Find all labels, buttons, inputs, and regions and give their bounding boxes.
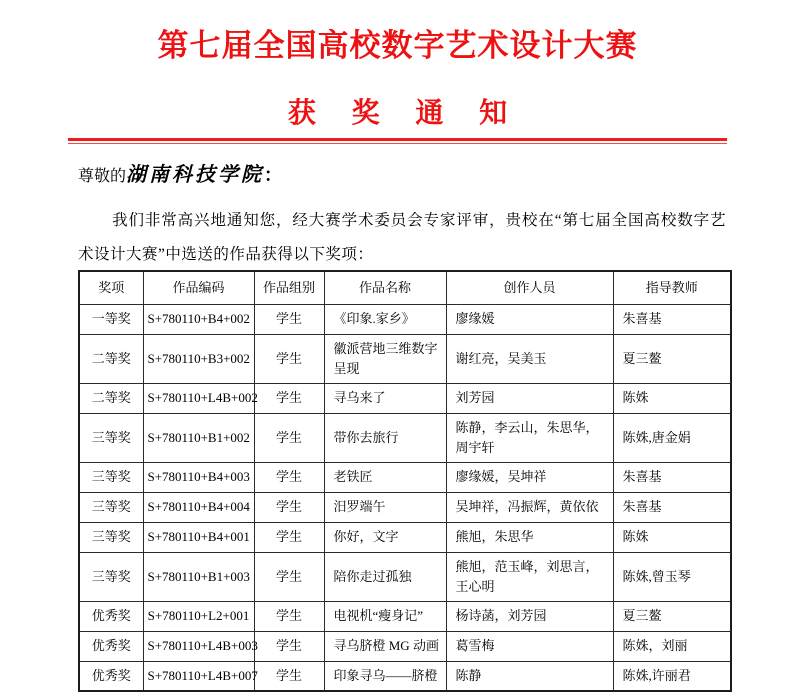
cell-award: 二等奖: [79, 334, 143, 383]
table-row: [79, 601, 731, 631]
cell-group: 学生: [254, 631, 324, 661]
table-row: [79, 304, 731, 334]
header-code: 作品编码: [143, 271, 254, 304]
cell-group: 学生: [254, 413, 324, 462]
cell-title: 你好，文字: [324, 522, 446, 552]
cell-code: S+780110+L4B+002: [143, 383, 254, 413]
cell-creators: 熊旭，范玉峰，刘思言，王心明: [446, 552, 613, 601]
competition-title: 第七届全国高校数字艺术设计大赛: [157, 28, 638, 63]
cell-creators: 吴坤祥，冯振辉，黄依依: [446, 492, 613, 522]
cell-code: S+780110+B3+002: [143, 334, 254, 383]
table-row: [79, 631, 731, 661]
greeting-prefix: 尊敬的: [78, 168, 127, 185]
cell-award: 三等奖: [79, 522, 143, 552]
cell-creators: 杨诗菡，刘芳园: [446, 601, 613, 631]
cell-title: 陪你走过孤独: [324, 552, 446, 601]
awards-table-header: [79, 271, 731, 304]
cell-title: 《印象.家乡》: [324, 304, 446, 334]
header-row: [79, 271, 731, 304]
cell-teacher: 夏三鳌: [613, 334, 731, 383]
cell-creators: 廖缘媛，吴坤祥: [446, 462, 613, 492]
table-row: [79, 492, 731, 522]
notice-title: 获 奖 通 知: [287, 97, 522, 128]
cell-code: S+780110+B4+003: [143, 462, 254, 492]
header-title: 作品名称: [324, 271, 446, 304]
notification-paragraph: 我们非常高兴地通知您，经大赛学术委员会专家评审，贵校在“第七届全国高校数字艺术设计大赛”中选送的作品获得以下奖项：: [78, 212, 726, 263]
cell-award: 优秀奖: [79, 661, 143, 691]
cell-title: 带你去旅行: [324, 413, 446, 462]
cell-code: S+780110+B4+001: [143, 522, 254, 552]
cell-award: 二等奖: [79, 383, 143, 413]
cell-award: 三等奖: [79, 462, 143, 492]
cell-group: 学生: [254, 462, 324, 492]
cell-teacher: 朱喜基: [613, 492, 731, 522]
cell-code: S+780110+L4B+007: [143, 661, 254, 691]
cell-award: 三等奖: [79, 413, 143, 462]
header-creators: 创作人员: [446, 271, 613, 304]
cell-group: 学生: [254, 522, 324, 552]
table-row: [79, 661, 731, 691]
greeting-colon: ：: [264, 165, 283, 185]
cell-code: S+780110+B1+002: [143, 413, 254, 462]
cell-title: 寻乌来了: [324, 383, 446, 413]
cell-code: S+780110+B1+003: [143, 552, 254, 601]
cell-award: 优秀奖: [79, 601, 143, 631]
header-group: 作品组别: [254, 271, 324, 304]
cell-title: 电视机“瘦身记”: [324, 601, 446, 631]
cell-teacher: 陈姝,许丽君: [613, 661, 731, 691]
header-teacher: 指导教师: [613, 271, 731, 304]
table-row: [79, 383, 731, 413]
table-row: [79, 413, 731, 462]
greeting-line: [78, 158, 282, 187]
cell-teacher: 朱喜基: [613, 462, 731, 492]
cell-award: 三等奖: [79, 492, 143, 522]
cell-teacher: 朱喜基: [613, 304, 731, 334]
cell-group: 学生: [254, 304, 324, 334]
cell-award: 一等奖: [79, 304, 143, 334]
cell-title: 汨罗端午: [324, 492, 446, 522]
table-row: [79, 462, 731, 492]
cell-code: S+780110+B4+004: [143, 492, 254, 522]
cell-title: 印象寻乌——脐橙: [324, 661, 446, 691]
cell-title: 老铁匠: [324, 462, 446, 492]
cell-creators: 陈静: [446, 661, 613, 691]
awards-table: [78, 270, 732, 692]
red-divider-line: [68, 138, 727, 144]
cell-title: 寻乌脐橙 MG 动画: [324, 631, 446, 661]
cell-title: 徽派营地三维数字呈现: [324, 334, 446, 383]
cell-teacher: 陈姝: [613, 522, 731, 552]
cell-creators: 熊旭，朱思华: [446, 522, 613, 552]
cell-teacher: 陈姝,唐金娟: [613, 413, 731, 462]
cell-teacher: 陈姝,曾玉琴: [613, 552, 731, 601]
cell-teacher: 陈姝: [613, 383, 731, 413]
cell-creators: 陈静，李云山，朱思华，周宇轩: [446, 413, 613, 462]
cell-teacher: 夏三鳌: [613, 601, 731, 631]
cell-creators: 刘芳园: [446, 383, 613, 413]
cell-creators: 葛雪梅: [446, 631, 613, 661]
header-award: 奖项: [79, 271, 143, 304]
cell-creators: 廖缘媛: [446, 304, 613, 334]
cell-award: 三等奖: [79, 552, 143, 601]
cell-teacher: 陈姝，刘丽: [613, 631, 731, 661]
cell-creators: 谢红亮，吴美玉: [446, 334, 613, 383]
cell-group: 学生: [254, 661, 324, 691]
cell-code: S+780110+L2+001: [143, 601, 254, 631]
awards-table-body: [79, 304, 731, 691]
table-row: [79, 552, 731, 601]
cell-code: S+780110+B4+002: [143, 304, 254, 334]
cell-award: 优秀奖: [79, 631, 143, 661]
table-row: [79, 522, 731, 552]
school-name: 湖南科技学院: [126, 162, 265, 186]
table-row: [79, 334, 731, 383]
cell-group: 学生: [254, 492, 324, 522]
cell-code: S+780110+L4B+003: [143, 631, 254, 661]
cell-group: 学生: [254, 552, 324, 601]
cell-group: 学生: [254, 601, 324, 631]
cell-group: 学生: [254, 334, 324, 383]
cell-group: 学生: [254, 383, 324, 413]
